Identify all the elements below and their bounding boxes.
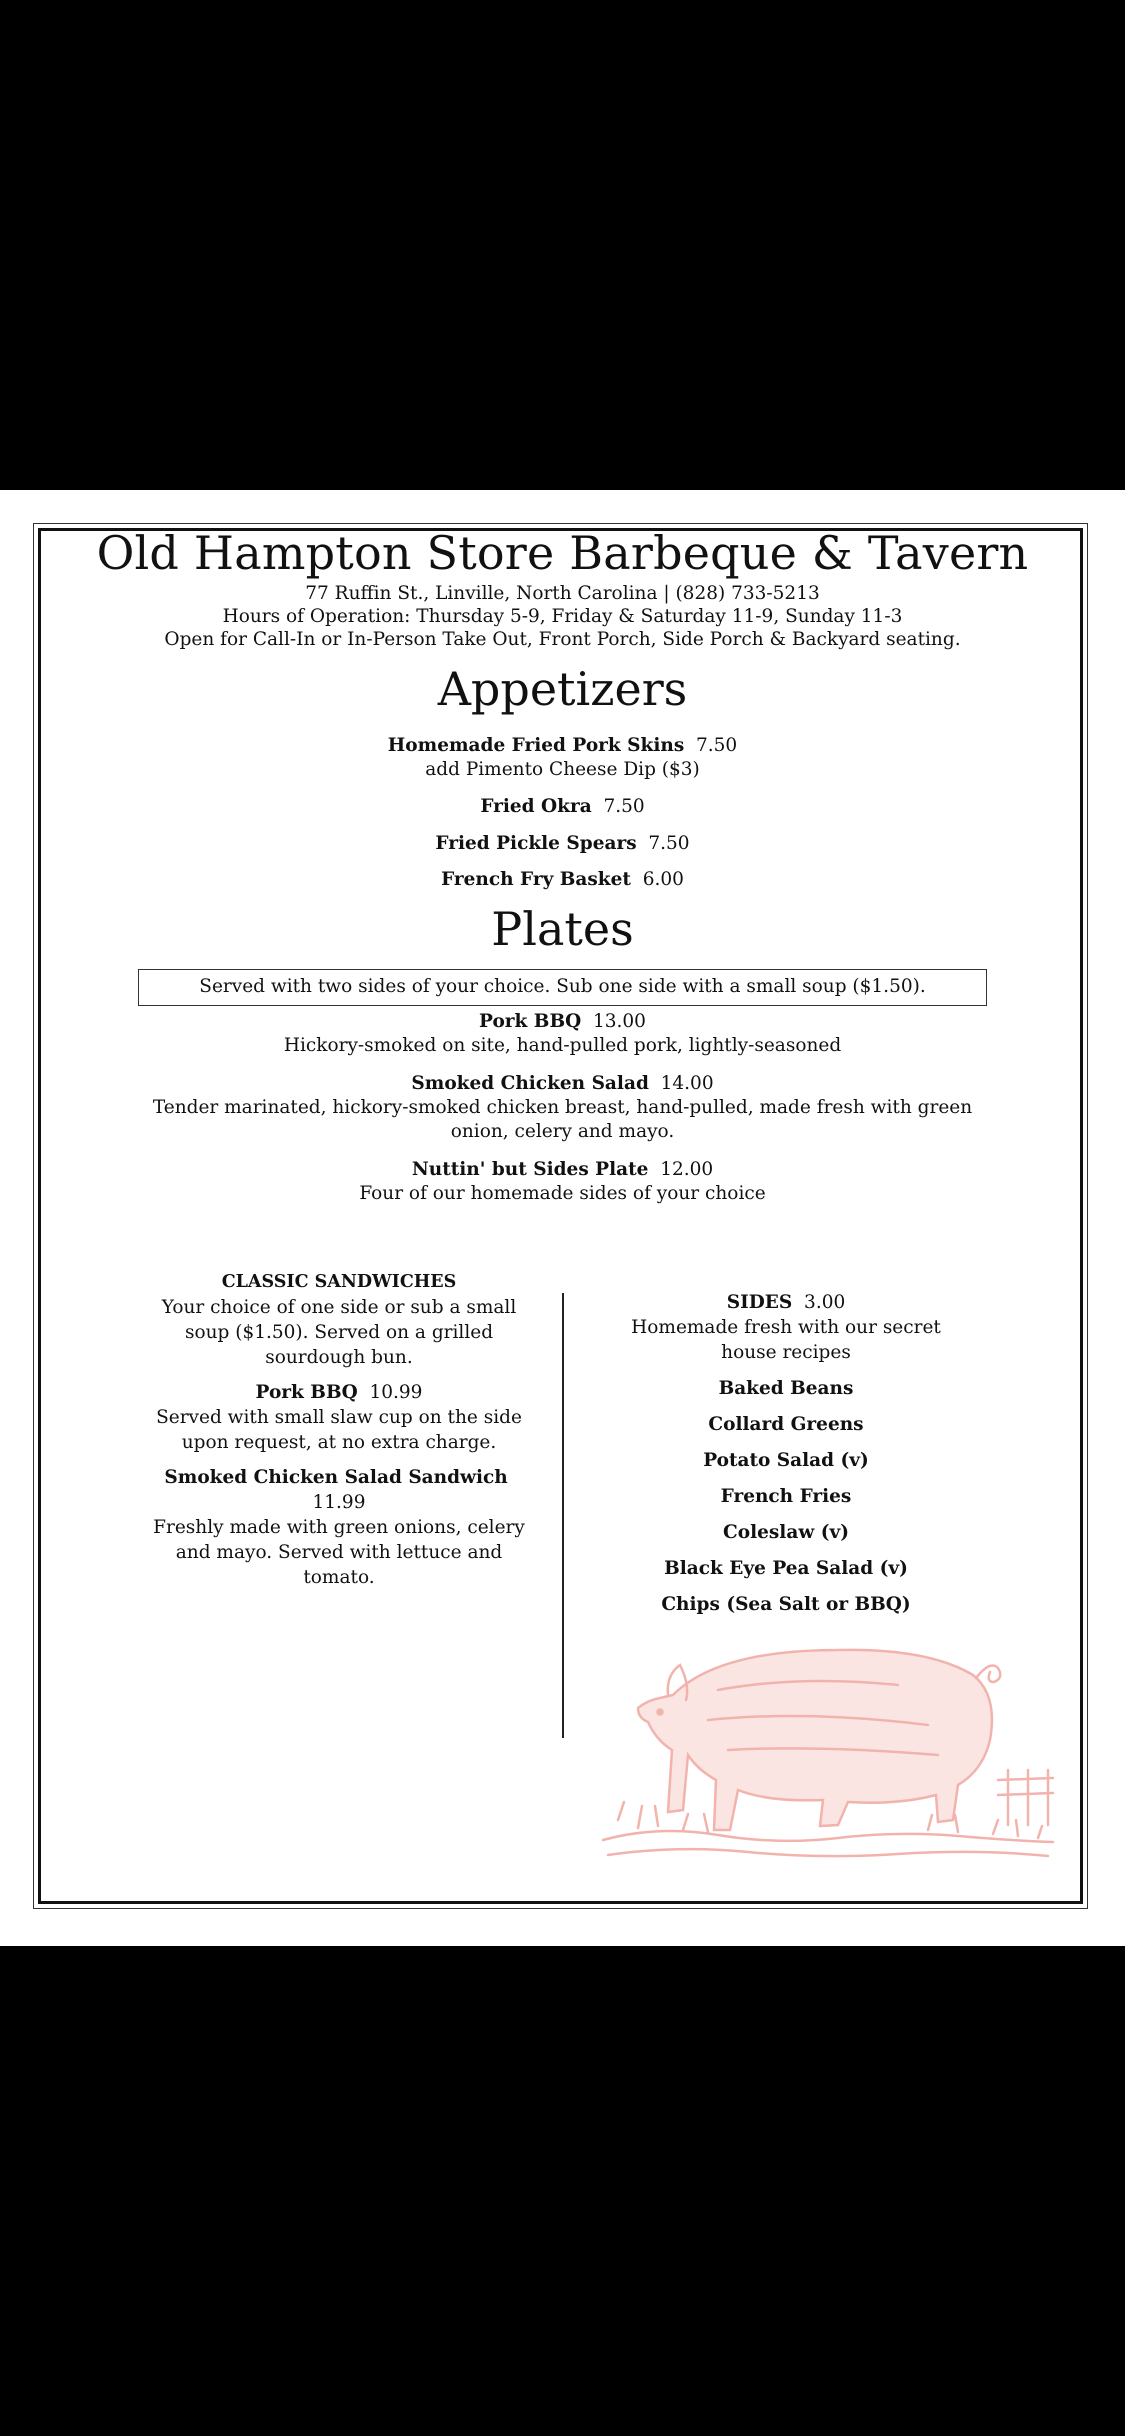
- item-name: Pork BBQ: [479, 1011, 582, 1032]
- item-name: Smoked Chicken Salad Sandwich: [164, 1467, 508, 1488]
- sandwiches-column: [148, 1270, 530, 1590]
- seating-line: Open for Call-In or In-Person Take Out, Front Porch, Side Porch & Backyard seating.: [164, 629, 961, 650]
- item-name: Fried Pickle Spears: [435, 833, 637, 854]
- sides-intro: Homemade fresh with our secret house recipes: [631, 1317, 941, 1363]
- menu-page: [0, 490, 1125, 1946]
- item-name: French Fry Basket: [441, 869, 631, 890]
- column-divider: [562, 1293, 564, 1738]
- item-price: 10.99: [369, 1382, 423, 1403]
- sides-price: 3.00: [804, 1292, 846, 1313]
- appetizers-heading: Appetizers: [437, 662, 688, 716]
- appetizer-item: [0, 832, 1125, 856]
- hours-line: Hours of Operation: Thursday 5-9, Friday & Saturday 11-9, Sunday 11-3: [222, 606, 903, 627]
- side-item: French Fries: [720, 1486, 852, 1507]
- item-description: Four of our homemade sides of your choice: [359, 1183, 766, 1204]
- item-price: 13.00: [592, 1011, 646, 1032]
- sides-heading-line: [612, 1290, 960, 1315]
- item-price: 11.99: [312, 1492, 366, 1513]
- sandwiches-heading: CLASSIC SANDWICHES: [221, 1272, 457, 1292]
- side-item: Potato Salad (v): [703, 1450, 869, 1471]
- restaurant-title: Old Hampton Store Barbeque & Tavern: [96, 526, 1029, 580]
- item-description: Tender marinated, hickory-smoked chicken breast, hand-pulled, made fresh with green onion, celery and mayo.: [152, 1097, 973, 1142]
- plates-note: Served with two sides of your choice. Sub one side with a small soup ($1.50).: [138, 969, 987, 1006]
- plate-item: [0, 1010, 1125, 1034]
- sandwiches-intro: Your choice of one side or sub a small soup ($1.50). Served on a grilled sourdough bun.: [161, 1297, 517, 1368]
- side-item: Baked Beans: [718, 1378, 854, 1399]
- item-name: Pork BBQ: [255, 1382, 358, 1403]
- item-price: 6.00: [642, 869, 684, 890]
- item-price: 7.50: [648, 833, 690, 854]
- pig-illustration-icon: [598, 1630, 1060, 1868]
- item-name: Smoked Chicken Salad: [411, 1073, 649, 1094]
- item-description: add Pimento Cheese Dip ($3): [425, 759, 700, 780]
- item-description: Freshly made with green onions, celery and mayo. Served with lettuce and tomato.: [153, 1517, 525, 1588]
- sides-heading: SIDES: [726, 1292, 793, 1313]
- appetizer-item: [0, 795, 1125, 819]
- sides-column: [612, 1290, 960, 1617]
- plate-item: [0, 1158, 1125, 1182]
- side-item: Chips (Sea Salt or BBQ): [661, 1594, 911, 1615]
- side-item: Collard Greens: [708, 1414, 864, 1435]
- item-name: Fried Okra: [480, 796, 592, 817]
- item-description: Hickory-smoked on site, hand-pulled pork, lightly-seasoned: [283, 1035, 842, 1056]
- item-price: 14.00: [660, 1073, 714, 1094]
- item-price: 12.00: [660, 1159, 714, 1180]
- item-price: 7.50: [603, 796, 645, 817]
- appetizer-item: [0, 734, 1125, 758]
- sandwich-item: [148, 1465, 530, 1515]
- item-description: Served with small slaw cup on the side upon request, at no extra charge.: [156, 1407, 522, 1453]
- side-item: Black Eye Pea Salad (v): [664, 1558, 908, 1579]
- plates-heading: Plates: [491, 902, 634, 956]
- item-name: Nuttin' but Sides Plate: [411, 1159, 649, 1180]
- item-price: 7.50: [696, 735, 738, 756]
- item-name: Homemade Fried Pork Skins: [387, 735, 685, 756]
- address-line: 77 Ruffin St., Linville, North Carolina | (828) 733-5213: [305, 583, 820, 604]
- appetizer-item: [0, 868, 1125, 892]
- sandwich-item: [148, 1380, 530, 1405]
- side-item: Coleslaw (v): [723, 1522, 849, 1543]
- plate-item: [0, 1072, 1125, 1096]
